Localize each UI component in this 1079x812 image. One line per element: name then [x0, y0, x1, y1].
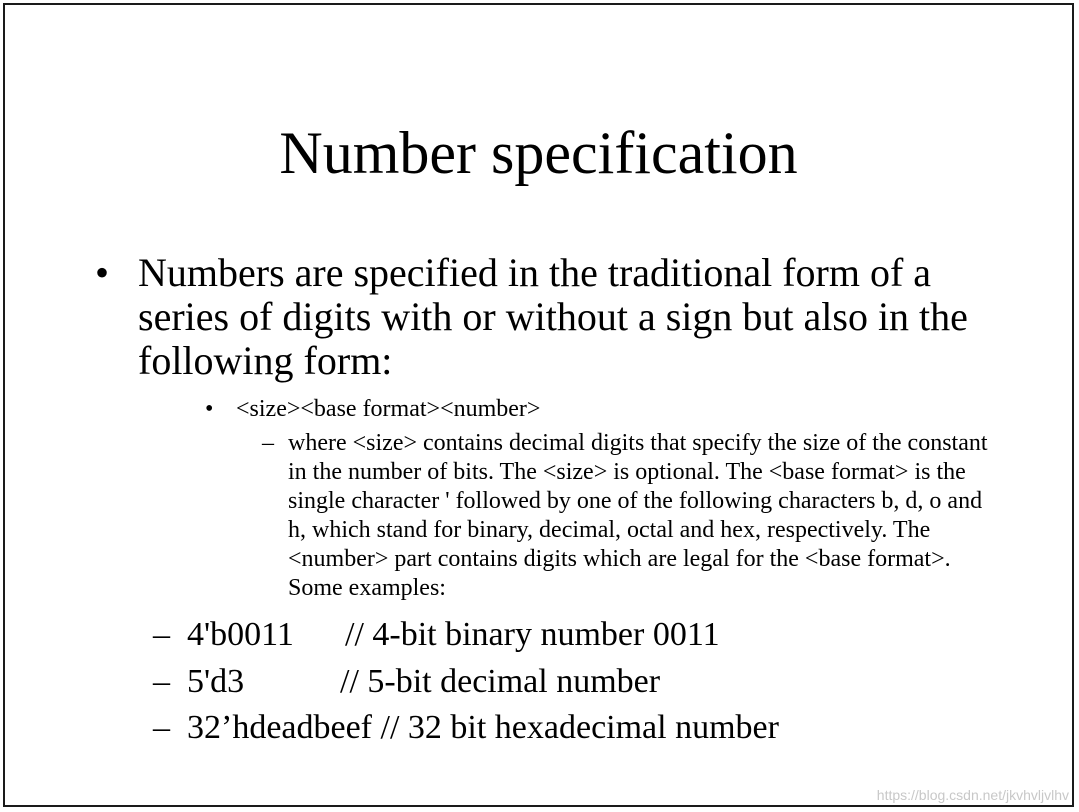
example-2-comment: // 5-bit decimal number	[340, 663, 661, 700]
example-3-text: 32’hdeadbeef // 32 bit hexadecimal number	[187, 709, 779, 746]
bullet-level3-marker: –	[262, 430, 274, 456]
bullet-level1-marker: •	[95, 250, 110, 295]
slide-title: Number specification	[279, 120, 798, 186]
watermark-url: https://blog.csdn.net/jkvhvljvlhv	[876, 787, 1069, 803]
example-2-marker: –	[153, 663, 170, 700]
bullet-level1-text: Numbers are specified in the traditional form of a series of digits with or without a sign but also in the following form:	[138, 250, 968, 383]
example-1-comment: // 4-bit binary number 0011	[345, 616, 720, 653]
slide	[3, 3, 1074, 807]
bullet-level3-text: where <size> contains decimal digits that specify the size of the constant in the number of bits. The <size> is optional. The <base format> is the single character ' followed by one of the following characters b, d, o and h, which stand for binary, decimal, octal and hex, respectively. The <number> part contains digits which are legal for the <base format>. Some examples:	[288, 430, 988, 601]
bullet-level2-marker: •	[205, 396, 214, 422]
example-2-code: 5'd3	[187, 663, 245, 700]
example-1-marker: –	[153, 616, 170, 653]
bullet-level2-text: <size><base format><number>	[236, 396, 541, 422]
example-1-code: 4'b0011	[187, 616, 294, 653]
example-3-marker: –	[153, 709, 170, 746]
